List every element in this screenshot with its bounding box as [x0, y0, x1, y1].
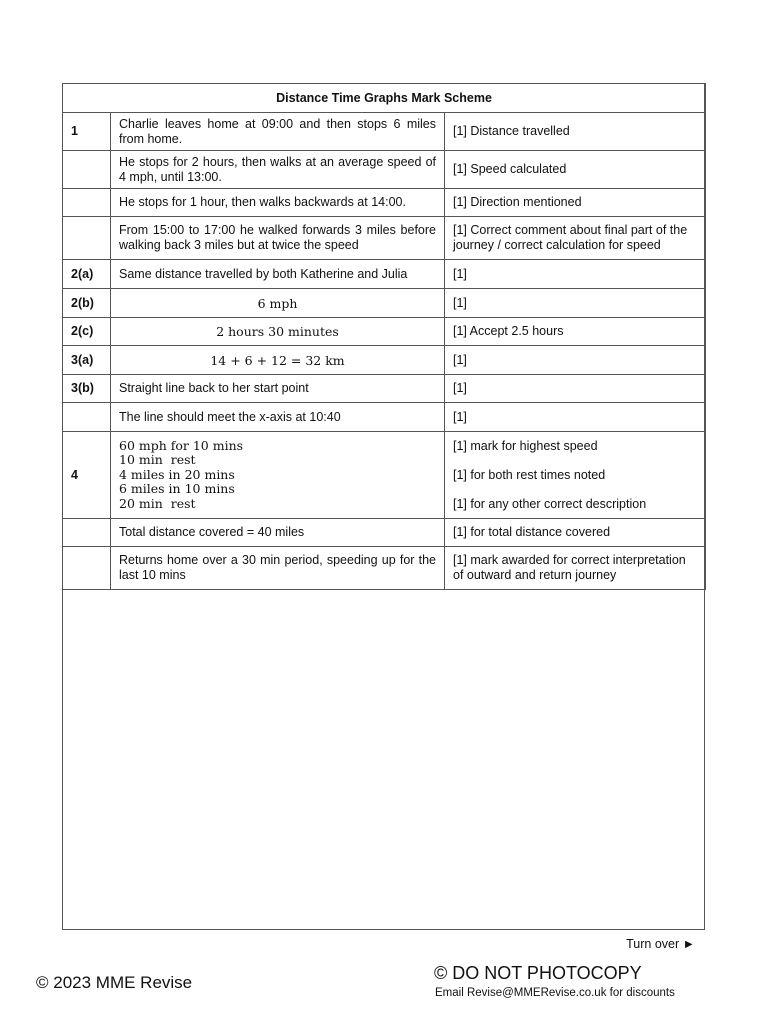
table-row [63, 375, 706, 403]
table-row [63, 289, 706, 318]
copyright-text: © 2023 MME Revise [36, 973, 193, 992]
mark-cell: [1] for total distance covered [445, 519, 706, 547]
table-row [63, 519, 706, 547]
mark-cell: [1] Accept 2.5 hours [445, 318, 706, 346]
answer-cell: He stops for 1 hour, then walks backwards at 14:00. [111, 189, 445, 217]
turn-over-label: Turn over ► [626, 937, 695, 951]
table-title-row [63, 84, 706, 113]
table-row [63, 346, 706, 375]
answer-cell: 14 + 6 + 12 = 32 km [111, 346, 445, 375]
table-row [63, 151, 706, 189]
question-number [63, 189, 111, 217]
mark-cell: [1] [445, 403, 706, 432]
answer-cell: He stops for 2 hours, then walks at an average speed of 4 mph, until 13:00. [111, 151, 445, 189]
question-number [63, 403, 111, 432]
question-number [63, 217, 111, 260]
answer-cell: Total distance covered = 40 miles [111, 519, 445, 547]
answer-cell: Returns home over a 30 min period, speeding up for the last 10 mins [111, 547, 445, 590]
answer-cell: Straight line back to her start point [111, 375, 445, 403]
answer-cell: 6 mph [111, 289, 445, 318]
table-row [63, 432, 706, 519]
mark-line: [1] for any other correct description [453, 496, 647, 511]
mark-cell: [1] [445, 346, 706, 375]
mark-cell [445, 432, 706, 519]
question-number: 2(b) [63, 289, 111, 318]
answer-cell: From 15:00 to 17:00 he walked forwards 3 miles before walking back 3 miles but at twice the speed [111, 217, 445, 260]
table-row [63, 547, 706, 590]
discount-email-notice: Email Revise@MMERevise.co.uk for discounts [435, 987, 675, 999]
mark-cell: [1] [445, 289, 706, 318]
table-row [63, 318, 706, 346]
question-number [63, 547, 111, 590]
mark-cell: [1] [445, 260, 706, 289]
answer-cell: Charlie leaves home at 09:00 and then stops 6 miles from home. [111, 113, 445, 151]
question-number: 1 [63, 113, 111, 151]
do-not-photocopy-notice: © DO NOT PHOTOCOPY [434, 963, 642, 983]
answer-cell [111, 432, 445, 519]
mark-line: [1] for both rest times noted [453, 467, 606, 482]
question-number: 2(a) [63, 260, 111, 289]
mark-line: [1] mark for highest speed [453, 438, 598, 453]
question-number: 2(c) [63, 318, 111, 346]
answer-line: 6 miles in 10 mins [119, 481, 235, 497]
answer-line: 4 miles in 20 mins [119, 466, 235, 482]
question-number [63, 519, 111, 547]
mark-cell: [1] Speed calculated [445, 151, 706, 189]
mark-cell: [1] Distance travelled [445, 113, 706, 151]
mark-scheme-table [62, 83, 706, 590]
question-number: 4 [63, 432, 111, 519]
answer-line: 60 mph for 10 mins [119, 437, 244, 453]
mark-cell: [1] Correct comment about final part of the journey / correct calculation for speed [445, 217, 706, 260]
question-number: 3(b) [63, 375, 111, 403]
table-row [63, 403, 706, 432]
mark-cell: [1] [445, 375, 706, 403]
answer-line: 20 min rest [119, 495, 196, 511]
table-row [63, 113, 706, 151]
table-row [63, 217, 706, 260]
mark-cell: [1] mark awarded for correct interpretation of outward and return journey [445, 547, 706, 590]
answer-cell: 2 hours 30 minutes [111, 318, 445, 346]
question-number: 3(a) [63, 346, 111, 375]
answer-cell: Same distance travelled by both Katherine and Julia [111, 260, 445, 289]
mark-cell: [1] Direction mentioned [445, 189, 706, 217]
table-row [63, 260, 706, 289]
answer-cell: The line should meet the x-axis at 10:40 [111, 403, 445, 432]
answer-line: 10 min rest [119, 452, 196, 468]
question-number [63, 151, 111, 189]
table-row [63, 189, 706, 217]
table-title: Distance Time Graphs Mark Scheme [63, 84, 706, 113]
